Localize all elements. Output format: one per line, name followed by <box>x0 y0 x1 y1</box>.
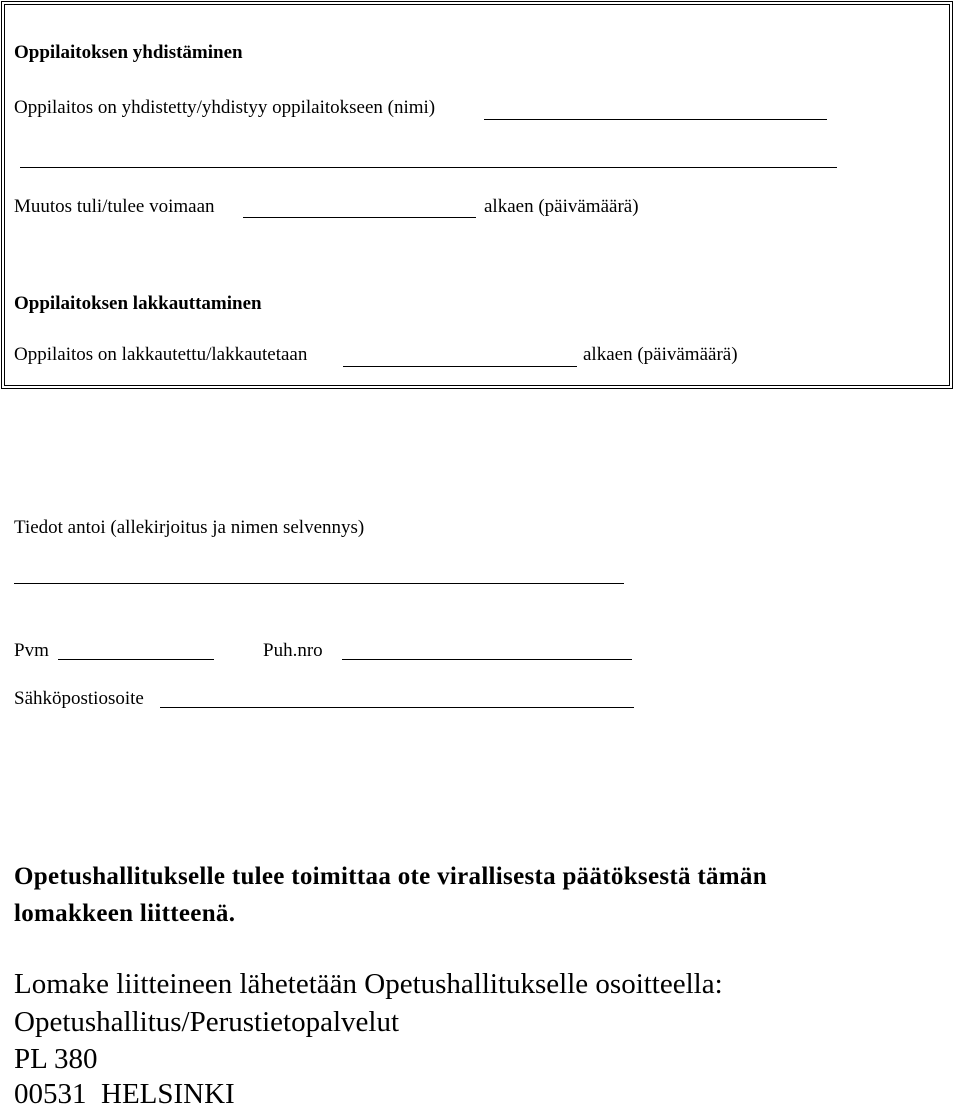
date-label: Pvm <box>14 640 49 661</box>
address-line-2: PL 380 <box>14 1043 98 1075</box>
email-label: Sähköpostiosoite <box>14 688 144 709</box>
merge-effective-field[interactable] <box>243 217 476 218</box>
closed-label: Oppilaitos on lakkautettu/lakkautetaan <box>14 344 308 365</box>
closure-heading: Oppilaitoksen lakkauttaminen <box>14 293 262 314</box>
date-field[interactable] <box>58 659 214 660</box>
address-line-3: 00531 HELSINKI <box>14 1078 235 1110</box>
signer-label: Tiedot antoi (allekirjoitus ja nimen selvennys) <box>14 517 365 538</box>
attachment-notice-line-2: lomakkeen liitteenä. <box>14 900 236 927</box>
effective-label: Muutos tuli/tulee voimaan <box>14 196 215 217</box>
merged-into-label: Oppilaitos on yhdistetty/yhdistyy oppilaitokseen (nimi) <box>14 97 436 118</box>
merged-into-name-field-continued[interactable] <box>20 167 837 168</box>
address-intro: Lomake liitteineen lähetetään Opetushallitukselle osoitteella: <box>14 968 723 1000</box>
attachment-notice-line-1: Opetushallitukselle tulee toimittaa ote virallisesta päätöksestä tämän <box>14 863 767 890</box>
merge-heading: Oppilaitoksen yhdistäminen <box>14 42 243 63</box>
address-line-1: Opetushallitus/Perustietopalvelut <box>14 1006 400 1038</box>
phone-field[interactable] <box>342 659 632 660</box>
signature-field[interactable] <box>14 583 624 584</box>
closure-field[interactable] <box>343 366 577 367</box>
phone-label: Puh.nro <box>263 640 323 661</box>
merge-from-date-label: alkaen (päivämäärä) <box>484 196 639 217</box>
email-field[interactable] <box>160 707 634 708</box>
closure-from-date-label: alkaen (päivämäärä) <box>583 344 738 365</box>
merged-into-name-field[interactable] <box>484 119 827 120</box>
